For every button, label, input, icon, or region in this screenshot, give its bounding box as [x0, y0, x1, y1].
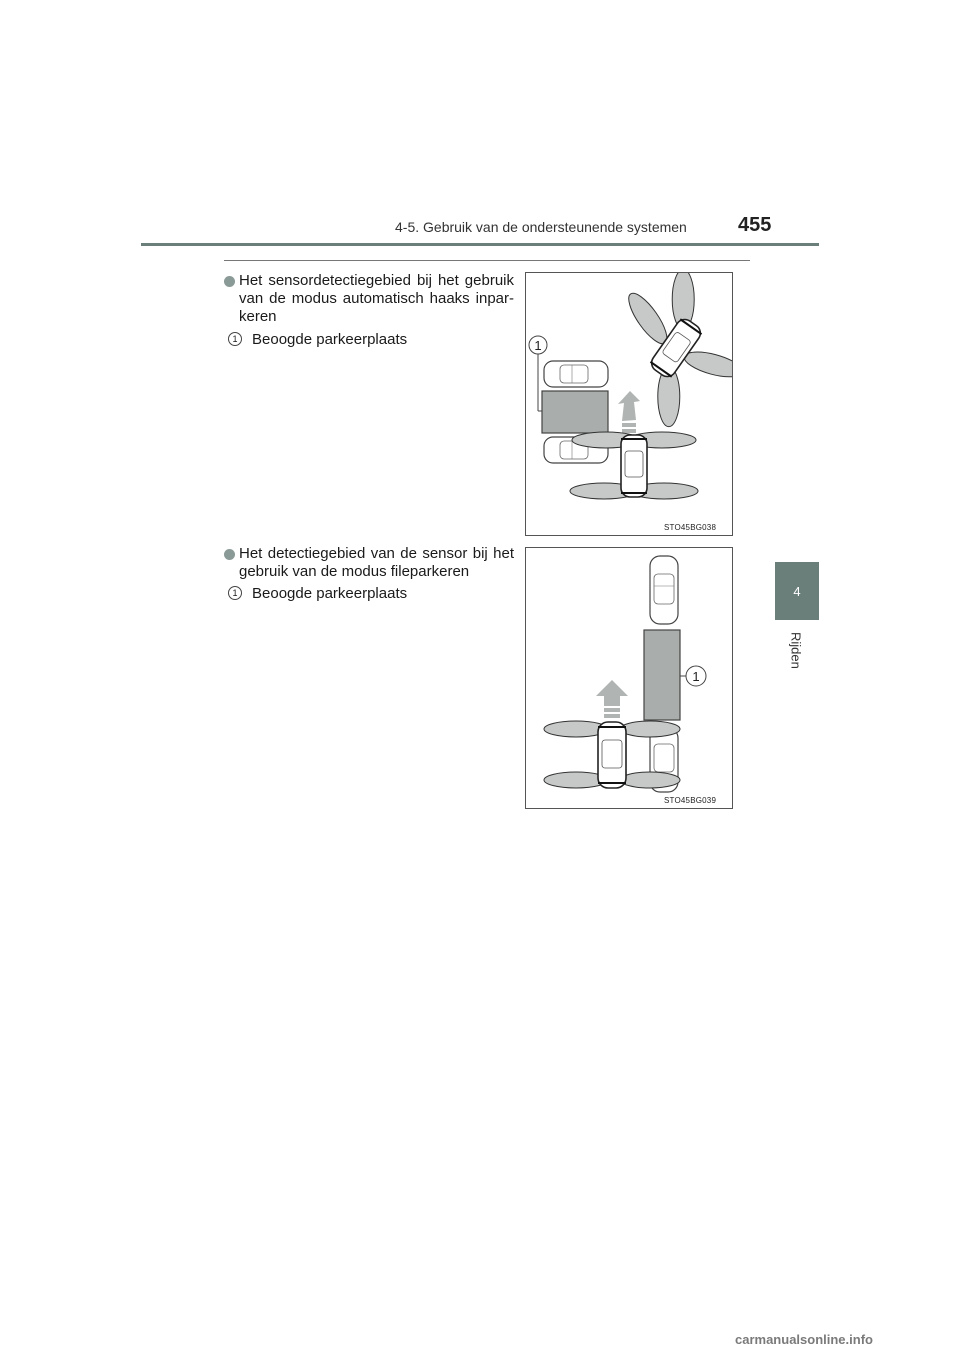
- target-parking-space: [542, 391, 608, 433]
- bullet-text: Het sensordetectiegebied bij het gebruik van de modus automatisch haaks inpar-keren: [239, 272, 514, 325]
- callout-label: 1: [534, 338, 542, 353]
- header-section-title: 4-5. Gebruik van de ondersteunende systemen: [395, 219, 687, 235]
- callout-number: 1: [228, 332, 242, 346]
- bullet-dot: [224, 549, 235, 560]
- callout-text: Beoogde parkeerplaats: [252, 331, 408, 348]
- callout-target-space-2: [228, 585, 407, 603]
- curved-arrow-icon: [618, 391, 640, 433]
- chapter-number: 4: [793, 583, 801, 599]
- figure-parallel-parking: [525, 547, 733, 809]
- chapter-label: Rijden: [788, 632, 804, 669]
- chapter-tab[interactable]: [775, 562, 819, 620]
- perpendicular-parking-diagram: [526, 273, 732, 535]
- parallel-parking-diagram: [526, 548, 732, 808]
- page-number: 455: [738, 214, 772, 236]
- figure-perpendicular-parking: [525, 272, 733, 536]
- sensor-lobe: [620, 772, 680, 788]
- figure-code: STO45BG039: [664, 796, 717, 805]
- watermark[interactable]: carmanualsonline.info: [735, 1332, 873, 1347]
- callout-label: 1: [692, 669, 700, 684]
- parked-car-top: [544, 361, 608, 387]
- figure-code: STO45BG038: [664, 523, 717, 532]
- content-rule: [224, 260, 750, 261]
- sensor-lobe: [620, 721, 680, 737]
- up-arrow-icon: [596, 680, 628, 718]
- callout-number: 1: [228, 586, 242, 600]
- callout-text: Beoogde parkeerplaats: [252, 585, 408, 602]
- callout-target-space-1: [228, 331, 407, 349]
- bullet-parallel-parking: [224, 545, 514, 581]
- header-rule: [141, 243, 819, 246]
- bullet-perpendicular-parking: [224, 272, 514, 326]
- car-in-lane: [570, 432, 698, 499]
- target-parking-space: [644, 630, 680, 720]
- bullet-dot: [224, 276, 235, 287]
- parked-car-front: [650, 556, 678, 624]
- bullet-text: Het detectiegebied van de sensor bij het gebruik van de modus fileparkeren: [239, 545, 514, 580]
